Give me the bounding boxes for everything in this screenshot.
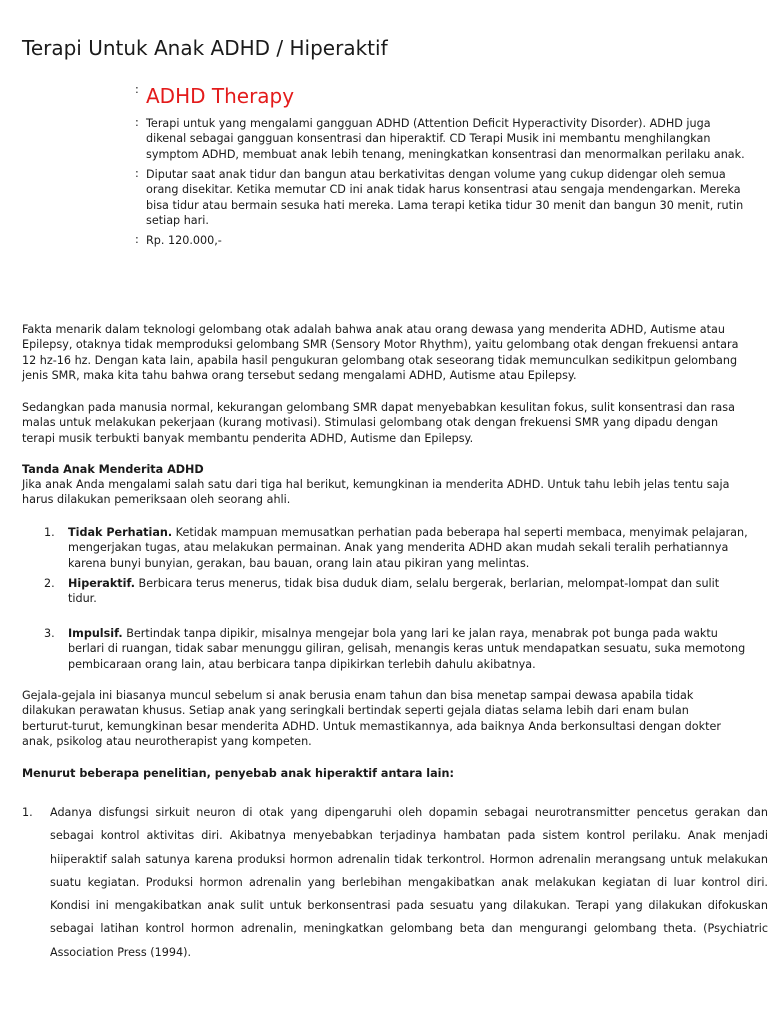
- paragraph-smr-normal: Sedangkan pada manusia normal, kekurangan gelombang SMR dapat menyebabkan kesulitan fokus, sulit konsentrasi dan rasa malas untuk melakukan pekerjaan (kurang motivasi). Stimulasi gelombang otak dengan frekuensi SMR yang dipadu dengan terapi musik terbukti banyak membantu penderita ADHD, Autisme dan Epilepsy.: [22, 401, 735, 445]
- signs-intro: Jika anak Anda mengalami salah satu dari tiga hal berikut, kemungkinan ia menderita ADHD. Untuk tahu lebih jelas tentu saja harus dilakukan pemeriksaan oleh seorang ahli.: [22, 478, 730, 507]
- page-title: Terapi Untuk Anak ADHD / Hiperaktif: [22, 36, 388, 60]
- price-value: Rp. 120.000,-: [146, 234, 222, 247]
- cause-text: Adanya disfungsi sirkuit neuron di otak yang dipengaruhi oleh dopamin sebagai neurotransmitter pencetus gerakan dan sebagai kontrol aktivitas diri. Akibatnya menyebabkan terjadinya hambatan pada sistem kontrol perilaku. Anak menjadi hiiperaktif salah satunya karena produksi hormon adrenalin tidak terkontrol. Hormon adrenalin merangsang untuk melakukan suatu kegiatan. Produksi hormon adrenalin yang berlebihan mengakibatkan anak melakukan kegiatan di luar kontrol diri. Kondisi ini mengakibatkan anak sulit untuk berkonsentrasi pada sesuatu yang dilakukan. Terapi yang dilakukan difokuskan sebagai latihan kontrol hormon adrenalin, meningkatkan gelombang beta dan mengurangi gelombang theta. (Psychiatric Association Press (1994).: [50, 806, 768, 959]
- signs-heading: Tanda Anak Menderita ADHD: [22, 463, 204, 476]
- description-colon: :: [135, 116, 139, 129]
- price-colon: :: [135, 233, 139, 246]
- sign-term: Hiperaktif.: [68, 577, 135, 590]
- sign-term: Impulsif.: [68, 627, 123, 640]
- sign-number: 3.: [44, 627, 55, 640]
- sign-text: Ketidak mampuan memusatkan perhatian pada beberapa hal seperti membaca, menyimak pelajaran, mengerjakan tugas, atau melakukan permainan. Anak yang menderita ADHD akan mudah sekali teralih perhatiannya karena bunyi bunyian, gerakan, bau bauan, orang lain atau pikiran yang melintas.: [68, 526, 748, 570]
- product-name-value: ADHD Therapy: [146, 84, 295, 108]
- sign-text: Berbicara terus menerus, tidak bisa duduk diam, selalu bergerak, berlarian, melompat-lompat dan sulit tidur.: [68, 577, 720, 606]
- paragraph-symptoms-onset: Gejala-gejala ini biasanya muncul sebelum si anak berusia enam tahun dan bisa menetap sampai dewasa apabila tidak dilakukan perawatan khusus. Setiap anak yang seringkali bertindak seperti gejala diatas selama lebih dari enam bulan berturut-turut, kemungkinan besar menderita ADHD. Untuk memastikannya, ada baiknya Anda berkonsultasi dengan dokter anak, psikolog atau neurotherapist yang kompeten.: [22, 689, 721, 748]
- product-name-colon: :: [135, 83, 139, 96]
- usage-value: Diputar saat anak tidur dan bangun atau berkativitas dengan volume yang cukup didengar oleh semua orang disekitar. Ketika memutar CD ini anak tidak harus konsentrasi atau sengaja mendengarkan. Mereka bisa tidur atau bermain sesuka hati mereka. Lama terapi ketika tidur 30 menit dan bangun 30 menit, rutin setiap hari.: [146, 168, 744, 228]
- cause-number: 1.: [22, 806, 33, 819]
- usage-colon: :: [135, 167, 139, 180]
- paragraph-smr-fact: Fakta menarik dalam teknologi gelombang otak adalah bahwa anak atau orang dewasa yang menderita ADHD, Autisme atau Epilepsy, otaknya tidak memproduksi gelombang SMR (Sensory Motor Rhythm), yaitu gelombang otak dengan frekuensi antara 12 hz-16 hz. Dengan kata lain, apabila hasil pengukuran gelombang otak seseorang tidak memunculkan sedikitpun gelombang jenis SMR, maka kita tahu bahwa orang tersebut sedang mengalami ADHD, Autisme atau Epilepsy.: [22, 323, 739, 382]
- description-value: Terapi untuk yang mengalami gangguan ADHD (Attention Deficit Hyperactivity Disorder). ADHD juga dikenal sebagai gangguan konsentrasi dan hiperaktif. CD Terapi Musik ini membantu menghilangkan symptom ADHD, membuat anak lebih tenang, meningkatkan konsentrasi dan menormalkan perilaku anak.: [146, 117, 745, 161]
- sign-text: Bertindak tanpa dipikir, misalnya mengejar bola yang lari ke jalan raya, menabrak pot bunga pada waktu berlari di ruangan, tidak sabar menunggu giliran, gelisah, menangis keras untuk mendapatkan sesuatu, suka memotong pembicaraan orang lain, atau berbicara tanpa dipikirkan terlebih dahulu akibatnya.: [68, 627, 746, 671]
- causes-heading: Menurut beberapa penelitian, penyebab anak hiperaktif antara lain:: [22, 767, 454, 780]
- sign-term: Tidak Perhatian.: [68, 526, 173, 539]
- sign-number: 2.: [44, 577, 55, 590]
- sign-number: 1.: [44, 526, 55, 539]
